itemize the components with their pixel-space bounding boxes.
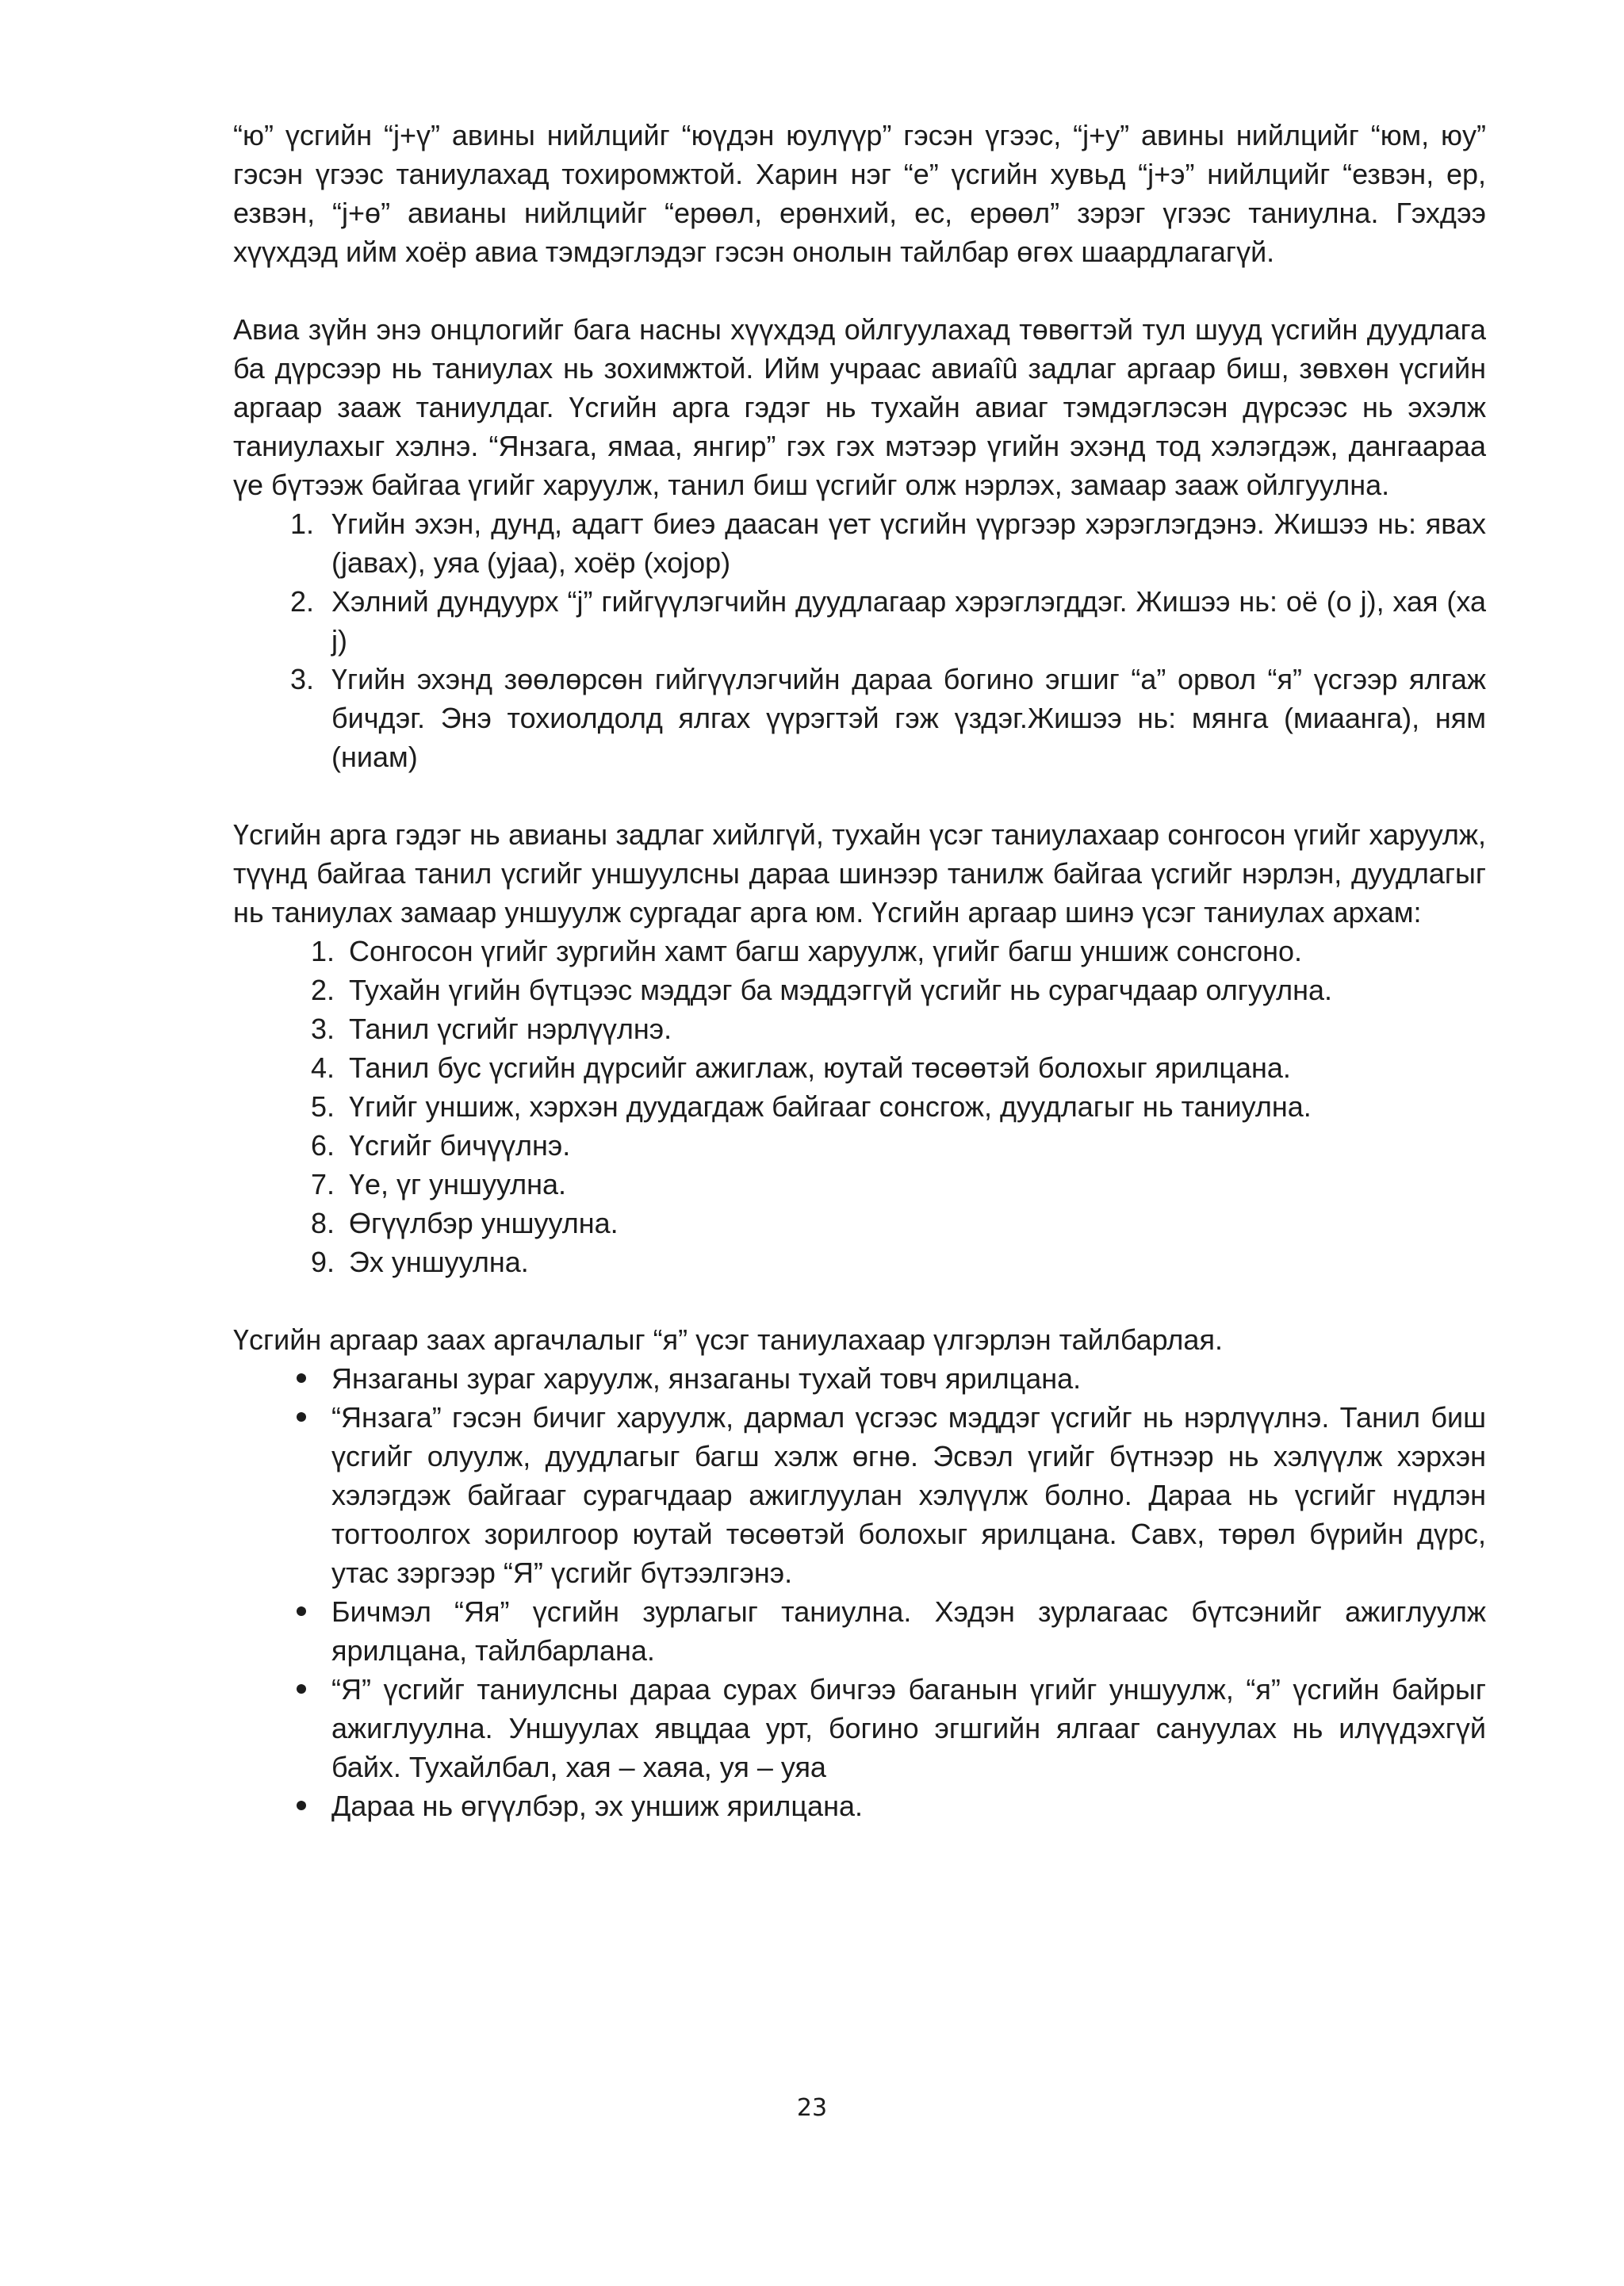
list-item-text: Үе, үг уншуулна. bbox=[349, 1168, 567, 1200]
list-item-number: 7. bbox=[311, 1168, 335, 1200]
bullet-icon bbox=[297, 1606, 306, 1616]
list-item bbox=[233, 660, 1486, 776]
paragraph-gap bbox=[233, 776, 1486, 815]
list-item bbox=[233, 1048, 1486, 1087]
list-item-text: Эх уншуулна. bbox=[349, 1246, 529, 1278]
list-item bbox=[233, 1398, 1486, 1592]
list-item-text: “Я” үсгийг таниулсны дараа сурах бичгээ баганын үгийг уншуулж, “я” үсгийн байрыг ажиглуулна. Уншуулах явцдаа урт, богино эгшгийн ялгааг сануулах нь илүүдэхгүй байх. Тухайлбал, хая – хаяа, уя – уяа bbox=[331, 1673, 1486, 1783]
bullet-icon bbox=[297, 1801, 306, 1810]
paragraph-3: Үсгийн арга гэдэг нь авианы задлаг хийлгүй, тухайн үсэг таниулахаар сонгосон үгийг харуулж, түүнд байгаа танил үсгийг уншуулсны дараа шинээр танилж байгаа үсгийг нэрлэн, дуудлагыг нь таниулах замаар уншуулж сургадаг арга юм. Үсгийн аргаар шинэ үсэг таниулах архам: bbox=[233, 818, 1486, 929]
list-item-number: 1. bbox=[290, 507, 315, 540]
list-item-number: 2. bbox=[311, 974, 335, 1006]
list-item-number: 2. bbox=[290, 585, 315, 618]
list-item-text: Танил үсгийг нэрлүүлнэ. bbox=[349, 1013, 672, 1045]
paragraph-gap bbox=[233, 1281, 1486, 1320]
list-item-number: 3. bbox=[311, 1013, 335, 1045]
list-item bbox=[233, 1670, 1486, 1786]
list-item bbox=[233, 1359, 1486, 1398]
list-item bbox=[233, 1009, 1486, 1048]
bullet-icon bbox=[297, 1373, 306, 1383]
page-body bbox=[233, 116, 1486, 1825]
paragraph-gap bbox=[233, 271, 1486, 310]
bullet-list bbox=[233, 1359, 1486, 1825]
page-number: 23 bbox=[796, 2094, 828, 2122]
numbered-list-usage bbox=[233, 504, 1486, 776]
list-item-number: 6. bbox=[311, 1129, 335, 1162]
list-item bbox=[233, 971, 1486, 1009]
list-item-number: 5. bbox=[311, 1090, 335, 1123]
bullet-icon bbox=[297, 1684, 306, 1694]
list-item-text: Өгүүлбэр уншуулна. bbox=[349, 1207, 619, 1239]
list-item bbox=[233, 1592, 1486, 1670]
list-item bbox=[233, 932, 1486, 971]
paragraph-4: Үсгийн аргаар заах аргачлалыг “я” үсэг таниулахаар үлгэрлэн тайлбарлая. bbox=[233, 1323, 1223, 1356]
list-item bbox=[233, 504, 1486, 582]
list-item-text: Үсгийг бичүүлнэ. bbox=[349, 1129, 571, 1162]
paragraph-1: “ю” үсгийн “j+ү” авины нийлцийг “юүдэн юулүүр” гэсэн үгээс, “j+у” авины нийлцийг “юм, юу” гэсэн үгээс таниулахад тохиромжтой. Харин нэг “е” үсгийн хувьд “j+э” нийлцийг “езвэн, ер, езвэн, “j+ө” авианы нийлцийг “ерөөл, ерөнхий, ес, ерөөл” зэрэг үгээс таниулна. Гэхдээ хүүхдэд ийм хоёр авиа тэмдэглэдэг гэсэн онолын тайлбар өгөх шаардлагагүй. bbox=[233, 119, 1486, 268]
list-item bbox=[233, 1204, 1486, 1243]
list-item-text: Бичмэл “Яя” үсгийн зурлагыг таниулна. Хэдэн зурлагаас бүтсэнийг ажиглуулж ярилцана, тайлбарлана. bbox=[331, 1595, 1486, 1667]
list-item-text: Янзаганы зураг харуулж, янзаганы тухай товч ярилцана. bbox=[331, 1362, 1082, 1395]
list-item-text: Хэлний дундуурх “j” гийгүүлэгчийн дуудлагаар хэрэглэгддэг. Жишээ нь: оё (о j), хая (ха j) bbox=[331, 585, 1486, 657]
list-item-text: Дараа нь өгүүлбэр, эх уншиж ярилцана. bbox=[331, 1790, 863, 1822]
list-item-text: Үгийн эхэн, дунд, адагт биеэ даасан үет үсгийн үүргээр хэрэглэгдэнэ. Жишээ нь: явах (jавах), уяа (уjаа), хоёр (хоjор) bbox=[331, 507, 1486, 579]
list-item bbox=[233, 1165, 1486, 1204]
list-item-number: 1. bbox=[311, 935, 335, 967]
paragraph-2: Авиа зүйн энэ онцлогийг бага насны хүүхдэд ойлгуулахад төвөгтэй тул шууд үсгийн дуудлага ба дүрсээр нь таниулах нь зохимжтой. Ийм учраас авиаîû задлаг аргаар биш, зөвхөн үсгийн аргаар зааж таниулдаг. Үсгийн арга гэдэг нь тухайн авиаг тэмдэглэсэн дүрсээс нь эхэлж таниулахыг хэлнэ. “Янзага, ямаа, янгир” гэх гэх мэтээр үгийн эхэнд тод хэлэгдэж, дангаараа үе бүтээж байгаа үгийг харуулж, танил биш үсгийг олж нэрлэх, замаар зааж ойлгуулна. bbox=[233, 313, 1486, 501]
list-item-text: Тухайн үгийн бүтцээс мэддэг ба мэддэггүй үсгийг нь сурагчдаар олгуулна. bbox=[349, 974, 1333, 1006]
list-item-number: 9. bbox=[311, 1246, 335, 1278]
list-item-number: 8. bbox=[311, 1207, 335, 1239]
list-item bbox=[233, 1243, 1486, 1281]
list-item-number: 3. bbox=[290, 663, 315, 695]
list-item-text: Сонгосон үгийг зургийн хамт багш харуулж, үгийг багш уншиж сонсгоно. bbox=[349, 935, 1303, 967]
list-item-text: Үгийн эхэнд зөөлөрсөн гийгүүлэгчийн дараа богино эгшиг “а” орвол “я” үсгээр ялгаж бичдэг. Энэ тохиолдолд ялгах үүрэгтэй гэж үздэг.Жишээ нь: мянга (миаанга), ням (ниам) bbox=[331, 663, 1486, 773]
list-item bbox=[233, 1087, 1486, 1126]
list-item-number: 4. bbox=[311, 1051, 335, 1084]
list-item-text: Үгийг уншиж, хэрхэн дуудагдаж байгааг сонсгож, дуудлагыг нь таниулна. bbox=[349, 1090, 1312, 1123]
numbered-list-steps bbox=[233, 932, 1486, 1281]
bullet-icon bbox=[297, 1412, 306, 1422]
list-item bbox=[233, 1126, 1486, 1165]
list-item bbox=[233, 582, 1486, 660]
list-item-text: Танил бус үсгийн дүрсийг ажиглаж, юутай төсөөтэй болохыг ярилцана. bbox=[349, 1051, 1291, 1084]
list-item-text: “Янзага” гэсэн бичиг харуулж, дармал үсгээс мэддэг үсгийг нь нэрлүүлнэ. Танил биш үсгийг олуулж, дуудлагыг багш хэлж өгнө. Эсвэл үгийг бүтнээр нь хэлүүлж хэрхэн хэлэгдэж байгааг сурагчдаар ажиглуулан хэлүүлж болно. Дараа нь үсгийг нүдлэн тогтоолгох зорилгоор юутай төсөөтэй болохыг ярилцана. Савх, төрөл бүрийн дүрс, утас зэргээр “Я” үсгийг бүтээлгэнэ. bbox=[331, 1401, 1486, 1589]
list-item bbox=[233, 1786, 1486, 1825]
